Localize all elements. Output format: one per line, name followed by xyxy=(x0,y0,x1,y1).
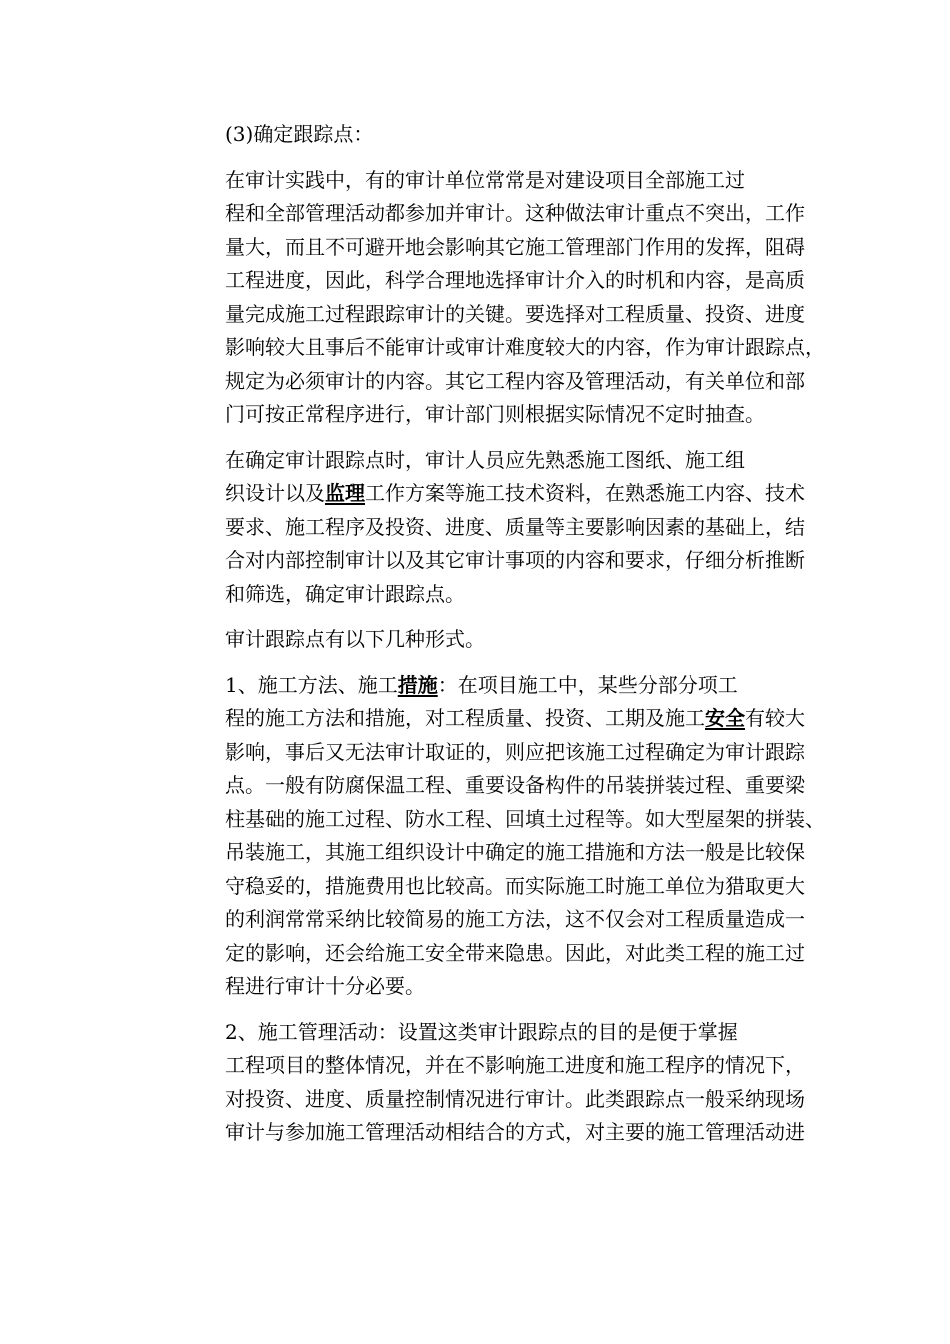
text-line: 量大，而且不可避开地会影响其它施工管理部门作用的发挥，阻碍 xyxy=(225,234,805,259)
paragraph-forms-intro xyxy=(145,623,805,657)
text-line: 2、施工管理活动：设置这类审计跟踪点的目的是便于掌握 xyxy=(225,1019,738,1044)
text-line: 量完成施工过程跟踪审计的关键。要选择对工程质量、投资、进度 xyxy=(225,301,805,326)
text-segment: 工作方案等施工技术资料，在熟悉施工内容、技术 xyxy=(365,481,805,505)
text-line: (3)确定跟踪点： xyxy=(225,122,374,146)
paragraph-management-activities xyxy=(145,1016,805,1150)
text-segment: 程的施工方法和措施，对工程质量、投资、工期及施工 xyxy=(225,706,705,730)
paragraph-audit-practice xyxy=(145,164,825,432)
text-line: 柱基础的施工过程、防水工程、回填土过程等。如大型屋架的拼装、 xyxy=(225,806,825,831)
text-segment: 织设计以及 xyxy=(225,481,325,505)
link-supervision[interactable]: 监理 xyxy=(325,481,365,505)
text-segment: 1、施工方法、施工 xyxy=(225,672,398,697)
text-line: 要求、施工程序及投资、进度、质量等主要影响因素的基础上，结 xyxy=(225,514,805,539)
text-line: 工程项目的整体情况，并在不影响施工进度和施工程序的情况下， xyxy=(225,1053,805,1077)
paragraph-determine-points xyxy=(145,444,805,612)
text-line: 吊装施工，其施工组织设计中确定的施工措施和方法一般是比较保 xyxy=(225,840,805,864)
text-line: 和筛选，确定审计跟踪点。 xyxy=(225,581,465,606)
text-line: 程和全部管理活动都参加并审计。这种做法审计重点不突出，工作 xyxy=(225,201,805,225)
text-line: 影响，事后又无法审计取证的，则应把该施工过程确定为审计跟踪 xyxy=(225,739,805,764)
link-measures[interactable]: 措施 xyxy=(397,672,438,697)
text-line: 影响较大且事后不能审计或审计难度较大的内容，作为审计跟踪点， xyxy=(225,335,825,359)
text-line: 对投资、进度、质量控制情况进行审计。此类跟踪点一般采纳现场 xyxy=(225,1086,805,1111)
paragraph-construction-methods xyxy=(145,669,825,1004)
text-line: 审计跟踪点有以下几种形式。 xyxy=(225,627,485,651)
text-line: 合对内部控制审计以及其它审计事项的内容和要求，仔细分析推断 xyxy=(225,548,805,572)
text-line: 规定为必须审计的内容。其它工程内容及管理活动，有关单位和部 xyxy=(225,368,805,393)
paragraph-heading-tracking-points xyxy=(145,118,805,152)
text-line xyxy=(145,669,805,703)
text-segment: 有较大 xyxy=(745,706,805,730)
text-line: 工程进度，因此，科学合理地选择审计介入的时机和内容，是高质 xyxy=(225,268,805,292)
text-line: 门可按正常程序进行，审计部门则根据实际情况不定时抽查。 xyxy=(225,402,765,426)
text-line xyxy=(145,702,805,736)
text-line: 在审计实践中，有的审计单位常常是对建设项目全部施工过 xyxy=(225,167,745,192)
text-line: 定的影响，还会给施工安全带来隐患。因此，对此类工程的施工过 xyxy=(225,940,805,965)
text-line: 在确定审计跟踪点时，审计人员应先熟悉施工图纸、施工组 xyxy=(225,447,745,472)
text-line: 守稳妥的，措施费用也比较高。而实际施工时施工单位为猎取更大 xyxy=(225,873,805,898)
link-safety[interactable]: 安全 xyxy=(705,706,745,730)
text-line: 审计与参加施工管理活动相结合的方式，对主要的施工管理活动进 xyxy=(225,1120,805,1144)
document-page xyxy=(145,118,825,1150)
text-line: 的利润常常采纳比较简易的施工方法，这不仅会对工程质量造成一 xyxy=(225,907,805,931)
text-line: 程进行审计十分必要。 xyxy=(225,974,425,998)
text-line xyxy=(145,477,805,511)
text-line: 点。一般有防腐保温工程、重要设备构件的吊装拼装过程、重要梁 xyxy=(225,773,805,797)
text-segment: ：在项目施工中，某些分部分项工 xyxy=(437,672,738,697)
